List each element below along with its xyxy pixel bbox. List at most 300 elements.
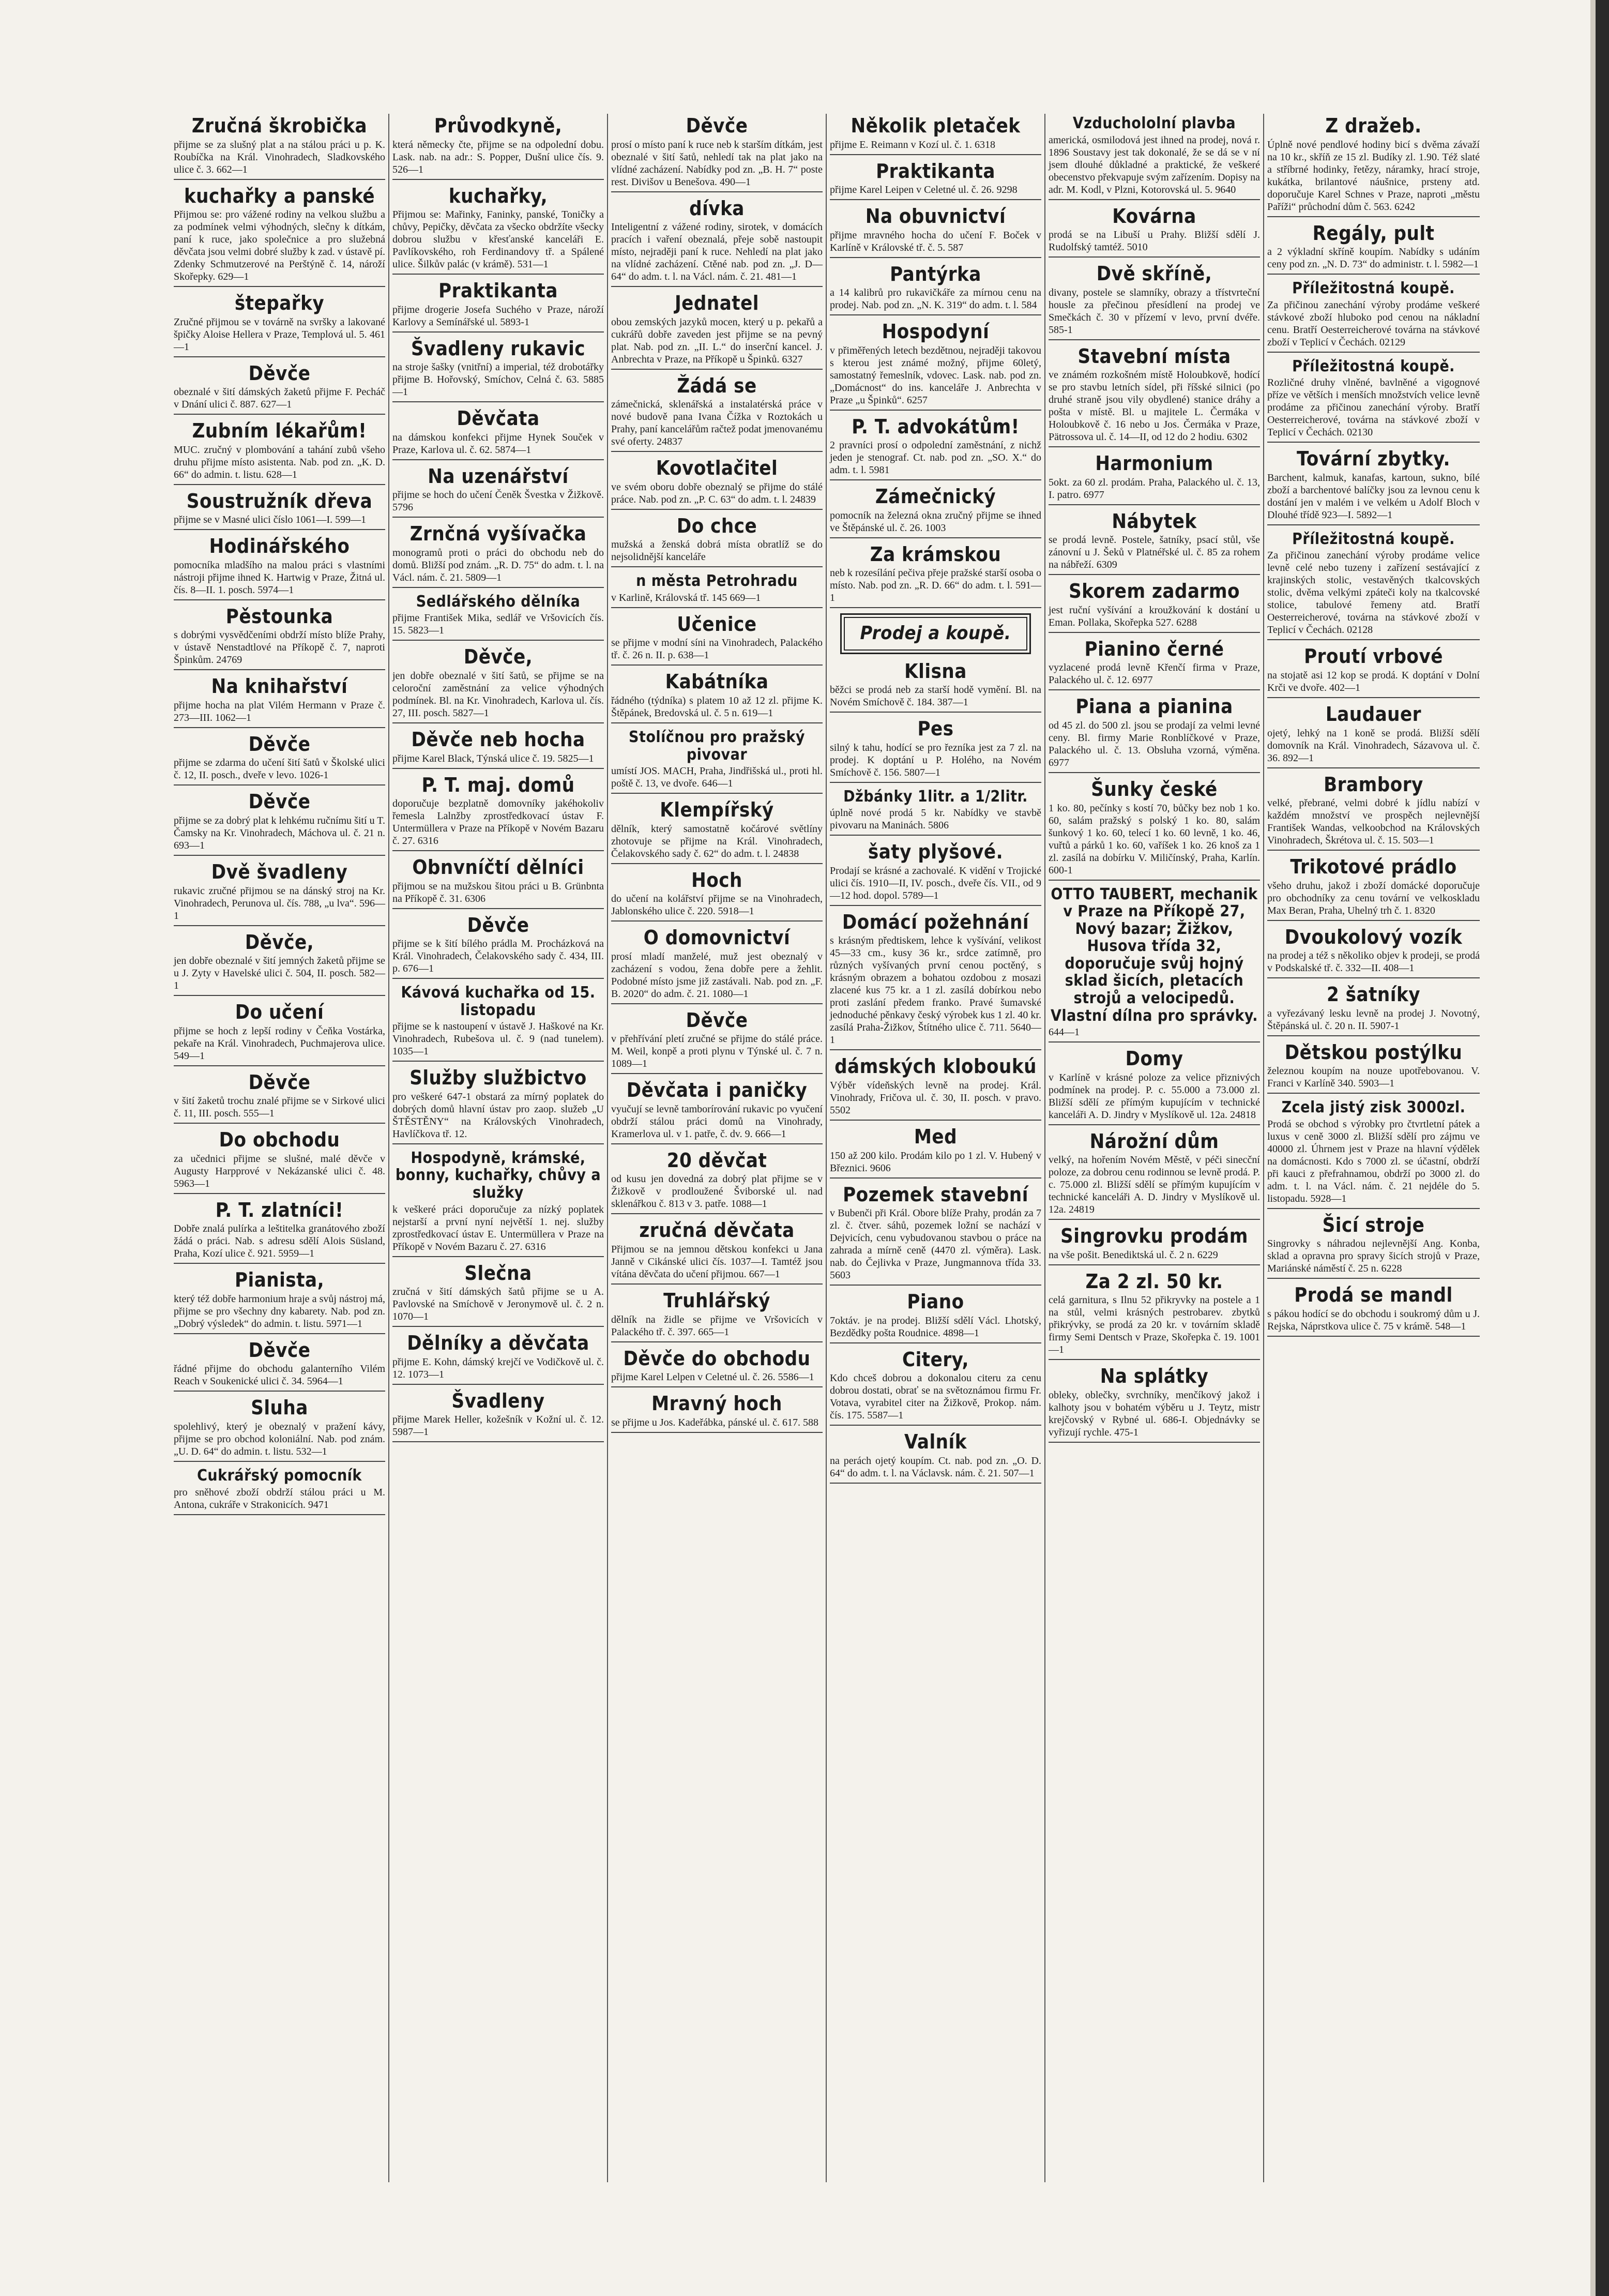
classified-ad	[1049, 263, 1260, 340]
classified-ad	[1267, 703, 1480, 768]
ad-text: přijme František Mika, sedlář ve Vršovicích čís. 15. 5823—1	[392, 612, 604, 637]
ad-heading: Pianino černé	[1084, 637, 1224, 660]
classified-ad	[1267, 531, 1480, 641]
ad-text: přijme Karel Lelpen v Celetné ul. č. 26. 5586—1	[611, 1371, 814, 1383]
classified-ad	[830, 115, 1041, 155]
classified-ad	[830, 660, 1041, 713]
ad-text: s pákou hodící se do obchodu i soukromý dům u J. Rejska, Náprstkova ulice č. 75 v krámě. 548—1	[1267, 1308, 1480, 1332]
ad-text: přijme se hoch z lepší rodiny v Čeňka Vostárka, pekaře na Král. Vinohradech, Puchmajerova ulice. 549—1	[174, 1025, 385, 1062]
ad-text: rukavic zručné přijmou se na dánský stroj na Kr. Vinohradech, Perunova ul. čís. 788, „u lva“. 596—1	[174, 885, 385, 922]
classified-ad	[830, 788, 1041, 836]
ad-text: který též dobře harmonium hraje a svůj nástroj má, přijme se pro všechny dny kabarety. Nab. pod zn. „Dobrý výsledek“ do admin. t. listu. 5971—1	[174, 1293, 385, 1330]
ad-heading: Tovární zbytky.	[1297, 447, 1450, 471]
ad-text: monogramů proti o práci do obchodu neb do domů. Bližší pod znám. „R. D. 75“ do adm. t. l. na Václ. nám. č. 21. 5809—1	[392, 547, 604, 583]
ad-text: pomocník na železná okna zručný přijme se ihned ve Štěpánské ul. č. 26. 1003	[830, 509, 1041, 534]
ad-heading: kuchařky a panské	[184, 184, 375, 207]
ad-heading: Děvče	[686, 114, 748, 137]
ad-text: Úplně nové pendlové hodiny bicí s dvěma závaží na 10 kr., skříň ze 15 zl. Budíky zl. 1.90. Též slaté a stříbrné hodinky, řetězy, náramky, hrací stroje, kukátka, brilantové náušnice, prsteny atd. doporučuje Karel Schnes v Praze, naproti „městu Paříži“ průchodní dům č. 563. 6242	[1267, 139, 1480, 213]
classified-ad	[611, 457, 823, 510]
ad-text: pro veškeré 647-1 obstará za mírný poplatek do dobrých domů hlavní ústav pro zaop. služeb „U ŠTĚSTĚNY“ na Královských Vinohradech, Havlíčkova tř. 12.	[392, 1091, 604, 1140]
classified-ad	[174, 1129, 385, 1194]
ad-heading: kuchařky,	[448, 184, 548, 207]
classified-ad	[1267, 280, 1480, 353]
ad-text: za učednici přijme se slušné, malé děvče v Augusty Harpprové v Nekázanské ulici č. 48. 5963—1	[174, 1153, 385, 1189]
ad-heading: Domy	[1125, 1047, 1183, 1070]
ad-heading: Skorem zadarmo	[1069, 580, 1240, 603]
classified-ad	[1267, 1214, 1480, 1279]
classified-ad	[174, 791, 385, 856]
ad-text: velké, přebrané, velmi dobré k jídlu nabízí v každém množství ve prospěch nejlevnější František Wandas, velkoobchod na Královských Vinohradech, Škrétova ul. č. 15. 503—1	[1267, 797, 1480, 847]
ad-heading: Stolíčnou pro pražský pivovar	[629, 728, 805, 764]
ad-text: dělník, který samostatně kočárové světlíny zhotovuje se přijme na Král. Vinohradech, Čelakovského sady č. 62“ do adm. t. l. 24838	[611, 823, 823, 859]
ad-text: přijme se v Masné ulici číslo 1061—I. 599—1	[174, 514, 367, 526]
ad-text: Dobře znalá pulírka a leštitelka granátového zboží žádá o práci. Nab. s adresu sdělí Alois Süsland, Praha, Kozí ulice č. 921. 5959—1	[174, 1223, 385, 1260]
ad-text: přijme se za dobrý plat k lehkému ručnímu šití u T. Čamsky na Kr. Vinohradech, Máchova ul. č. 21 n. 693—1	[174, 815, 385, 852]
ad-text: která německy čte, přijme se na odpolední dobu. Lask. nab. na adr.: S. Popper, Dušní ulice čís. 9. 526—1	[392, 139, 604, 175]
ad-heading: štepařky	[234, 292, 325, 315]
classified-ad	[1049, 638, 1260, 691]
ad-text: 2 pravníci prosí o odpolední zaměstnání, z nichž jeden je stenograf. Ct. nab. pod zn. „SO. X.“ do adm. t. l. 5981	[830, 440, 1041, 476]
ad-text: na prodej a též s několiko objev k prodeji, se prodá v Podskalské tř. č. 332—II. 408—1	[1267, 950, 1480, 974]
ad-heading: P. T. maj. domů	[421, 773, 575, 796]
ad-text: a vyřezávaný lesku levně na prodej J. Novotný, Štěpánská ul. č. 20 n. II. 5907-1	[1267, 1007, 1480, 1032]
ad-heading: Příležitostná koupě.	[1292, 530, 1455, 548]
classified-ad	[392, 185, 604, 275]
ad-text: úplně nové prodá 5 kr. Nabídky ve stavbě pivovaru na Maninách. 5806	[830, 807, 1041, 832]
classified-ad	[611, 115, 823, 192]
ad-heading: Do chce	[676, 514, 757, 537]
ad-heading: Za 2 zl. 50 kr.	[1085, 1270, 1223, 1293]
ad-text: přijmou se na mužskou šitou práci u B. Grünbnta na Příkopě č. 31. 6306	[392, 880, 604, 904]
classified-ad	[1267, 115, 1480, 217]
ad-text: zručná v šití dámských šatů přijme se u A. Pavlovské na Smíchově v Jeronymově ul. č. 2 n. 1070—1	[392, 1286, 604, 1323]
classified-ad	[830, 1055, 1041, 1121]
ad-text: na vše pošit. Benediktská ul. č. 2 n. 6229	[1049, 1249, 1218, 1261]
ad-heading: Zubním lékařům!	[192, 419, 367, 443]
ad-text: přijme se k nastoupení v ústavě J. Haškové na Kr. Vinohradech, Rubešova ul. č. 9 (nad tunelem). 1035—1	[392, 1021, 604, 1058]
ad-text: v přehřívání pletí zručné se přijme do stálé práce. M. Weil, konpě a proti plynu v Týnské ul. č. 7 n. 1089—1	[611, 1033, 823, 1070]
classified-ad	[611, 799, 823, 864]
ad-heading: Cukrářský pomocník	[197, 1466, 362, 1485]
classified-ad	[1267, 358, 1480, 443]
classified-ad	[830, 321, 1041, 411]
classified-ad	[392, 1332, 604, 1385]
ad-text: v Bubenči při Král. Obore blíže Prahy, prodán za 7 zl. č. čtver. sáhů, pozemek ložní se nachází v Dejvicích, cenu vybudovanou stavbou o práce na zahrada a mírně ceně (4470 zl. výměra). Lask. nab. do Čejlivka v Praze, Jungmannova třída 33. 5603	[830, 1207, 1041, 1281]
ad-heading: Prodá se mandl	[1294, 1283, 1453, 1307]
classified-ad	[392, 115, 604, 180]
column-4	[827, 114, 1045, 2182]
ad-heading: Průvodkyně,	[434, 114, 563, 137]
ad-text: běžci se prodá neb za starší hodě vymění. Bl. na Novém Smíchově č. 184. 387—1	[830, 684, 1041, 708]
classified-ad	[1267, 926, 1480, 979]
classified-ad	[830, 486, 1041, 538]
ad-heading: Prodej a koupě.	[860, 623, 1011, 644]
ad-heading: Pěstounka	[225, 605, 333, 628]
classified-ad	[1049, 115, 1260, 200]
ad-text: přijme se zdarma do učení šití šatů v Školské ulici č. 12, II. posch., dveře v levo. 1026-1	[174, 757, 385, 781]
classified-ad	[1049, 452, 1260, 505]
ad-heading: Slečna	[464, 1261, 532, 1285]
classified-ad	[392, 280, 604, 333]
ad-heading: Švadleny rukavic	[411, 337, 586, 360]
ad-heading: Domácí požehnání	[842, 910, 1029, 933]
classified-ad	[1049, 510, 1260, 576]
ad-text: ve svém oboru dobře obeznalý se přijme do stálé práce. Nab. pod zn. „P. C. 63“ do adm. t. l. 24839	[611, 481, 823, 505]
ad-heading: Džbánky 1litr. a 1/2litr.	[843, 787, 1028, 806]
ad-text: přijme se hoch do učení Čeněk Švestka v Žižkově. 5796	[392, 489, 604, 513]
classified-ad	[174, 490, 385, 531]
classified-ad	[611, 729, 823, 794]
ad-text: přijme drogerie Josefa Suchého v Praze, nároží Karlovy a Semínářské ul. 5893-1	[392, 304, 604, 328]
ad-heading: Kabátníka	[665, 670, 769, 693]
ad-heading: Děvče	[248, 1070, 311, 1094]
ad-text: na stojatě asi 12 kop se prodá. K doptání v Dolní Krči ve dvoře. 402—1	[1267, 669, 1480, 693]
ad-heading: Zručná škrobička	[191, 114, 368, 137]
classified-ad	[611, 1150, 823, 1215]
classified-ad	[830, 160, 1041, 201]
ad-heading: Za krámskou	[870, 542, 1001, 566]
ad-heading: Děvče	[248, 732, 311, 756]
ad-heading: Citery,	[902, 1348, 969, 1371]
ad-heading: 20 děvčat	[666, 1149, 767, 1172]
ad-text: se přijme v modní síni na Vinohradech, Palackého tř. č. 26 n. II. p. 638—1	[611, 637, 823, 661]
ad-heading: Nábytek	[1112, 509, 1197, 533]
classified-ad	[611, 515, 823, 568]
ad-text: v Karlíně v krásné poloze za velice přiznivých podmínek na prodej. P. c. 55.000 a 73.000 zl. Bližší sdělí ze přímým kupujícím v technické kanceláři A. D. Jindry v Myslíkově ul. 12a. 24818	[1049, 1071, 1260, 1121]
classified-ad	[611, 1393, 823, 1433]
classified-ad	[392, 465, 604, 518]
ad-heading: Valník	[904, 1430, 967, 1454]
ad-text: se prodá levně. Postele, šatníky, psací stůl, vše zánovní u J. Šeků v Platnéřské ul. č. 85 za rohem na nábřeží. 6309	[1049, 534, 1260, 571]
ad-heading: Děvče	[248, 1338, 311, 1362]
ad-heading: Med	[914, 1125, 958, 1149]
ad-heading: Stavební místa	[1077, 344, 1231, 368]
ad-heading: Děvče,	[463, 645, 533, 669]
ad-text: a 14 kalibrů pro rukavičkáře za mírnou cenu na prodej. Nab. pod zn. „N. K. 319“ do adm. t. l. 584	[830, 287, 1041, 311]
column-1	[171, 114, 389, 2182]
section-header-box	[840, 613, 1031, 654]
classified-ad	[1049, 345, 1260, 448]
classified-ad	[1267, 1284, 1480, 1337]
ad-heading: Sluha	[251, 1396, 308, 1419]
classified-ad	[174, 535, 385, 600]
ad-heading: Děvčata	[457, 407, 540, 430]
classified-ad	[174, 606, 385, 671]
classified-ad	[174, 115, 385, 180]
ad-heading: Zcela jistý zisk 3000zl.	[1281, 1098, 1466, 1117]
ad-text: Inteligentní z vážené rodiny, sirotek, v domácích pracích i vaření obeznalá, přeje sobě nastoupit místo, nejraději paní k ruce. Nehledí na plat jako na vlídné zacházení. Ctěné nab. pod zn. „J. D—64“ do adm. t. l. na Václ. nám. č. 21. 481—1	[611, 221, 823, 283]
ad-heading: Regály, pult	[1312, 221, 1435, 245]
ad-heading: Děvče,	[245, 930, 314, 954]
ad-heading: Nárožní dům	[1089, 1129, 1219, 1153]
ad-heading: Proutí vrbové	[1304, 645, 1443, 668]
ad-heading: Dělníky a děvčata	[407, 1332, 589, 1355]
ad-text: Prodá se obchod s výrobky pro čtvrtletní pátek a luxus v ceně 3000 zl. Bližší sdělí pro zájmu ve 40000 zl. Úhrnem jest v Praze na hlavní výdělek na domácnosti. Kdo s 7000 zl. se účastní, obdrží při kauci z přefrahnamou, obdrží po 3000 zl. do adm. t. l. na Václ. nám. č. 21 nejdéle do 5. listopadu. 5928—1	[1267, 1118, 1480, 1204]
classified-ad	[392, 1390, 604, 1443]
ad-heading: Šunky české	[1091, 777, 1218, 800]
ad-heading: n města Petrohradu	[636, 572, 798, 591]
ad-text: s dobrými vysvědčeními obdrží místo blíže Prahy, v ústavě Nenstadtlové na Příkopě č. 7, naproti Špinkům. 24769	[174, 629, 385, 666]
ad-heading: Klisna	[904, 659, 967, 683]
classified-ad	[830, 205, 1041, 258]
ad-heading: Z dražeb.	[1325, 114, 1422, 137]
ad-heading: O domovnictví	[643, 926, 791, 949]
ad-heading: Švadleny	[451, 1389, 545, 1412]
classified-ad	[174, 861, 385, 926]
ad-text: prosí mladí manželé, muž jest obeznalý v zacházení s vodou, žena dobře pere a žehlit. Podobné místo jsme již zastávali. Nab. pod zn. „F. B. 2020“ do adm. č. 21. 1080—1	[611, 950, 823, 1000]
ad-text: 150 až 200 kilo. Prodám kilo po 1 zl. V. Hubený v Březnici. 9606	[830, 1150, 1041, 1174]
classified-ad	[1049, 778, 1260, 881]
ad-heading: 2 šatníky	[1326, 983, 1420, 1006]
classified-ad	[174, 1339, 385, 1392]
classified-ad	[174, 1071, 385, 1124]
ad-text: vyzlacené prodá levně Křenčí firma v Praze, Palackého ul. č. 12. 6977	[1049, 662, 1260, 686]
classified-ad	[830, 1349, 1041, 1426]
ad-heading: Několik pletaček	[851, 114, 1021, 137]
classified-ad	[611, 198, 823, 288]
ad-heading: Jednatel	[674, 292, 760, 315]
ad-text: obou zemských jazyků mocen, který u p. pekařů a cukrářů dobře zaveden jest přijme se na pevný plat. Nab. pod zn. „II. L.“ do inserční kancel. J. Anbrechta v Praze, na Příkopě u Špinků. 6327	[611, 316, 823, 365]
ad-text: prodá se na Libuší u Prahy. Bližší sdělí J. Rudolfský tamtéž. 5010	[1049, 229, 1260, 253]
column-6	[1264, 114, 1483, 2182]
ad-heading: Do učení	[235, 1001, 324, 1024]
ad-text: Přijmou se na jemnou dětskou konfekci u Jana Janně v Cikánské ulici čís. 1037—I. Tamtéž jsou vítána děvčata do učení přijmou. 667—1	[611, 1243, 823, 1280]
ad-heading: Sedlářského dělníka	[416, 592, 581, 611]
classified-ad	[611, 671, 823, 723]
ad-text: železnou koupím na nouze upotřebovanou. V. Franci v Karlíně 340. 5903—1	[1267, 1065, 1480, 1090]
classified-ad	[174, 675, 385, 728]
classified-ad	[392, 1150, 604, 1257]
ad-heading: Praktikanta	[438, 279, 558, 303]
ad-heading: Děvče	[248, 790, 311, 813]
ad-text: do učení na kolářství přijme se na Vinohradech, Jablonského ulice č. 220. 5918—1	[611, 893, 823, 917]
classified-ad	[830, 1184, 1041, 1286]
ad-heading: Harmonium	[1095, 452, 1213, 475]
classified-ad	[1267, 1041, 1480, 1094]
ad-text: Kdo chceš dobrou a dokonalou citeru za cenu dobrou dostati, obrať se na světoznámou firmu Fr. Votava, vyrabitel citer na Žižkově, Prokop. nám. čís. 175. 5587—1	[830, 1372, 1041, 1422]
ad-heading: Děvče neb hocha	[411, 728, 585, 751]
ad-heading: Na uzenářství	[428, 464, 569, 488]
ad-heading: Příležitostná koupě.	[1292, 279, 1455, 298]
ad-text: neb k rozesílání pečiva přeje pražské starší osoba o místo. Nab. pod zn. „R. D. 66“ do adm. t. l. 591—1	[830, 567, 1041, 604]
classified-ad	[392, 1262, 604, 1327]
ad-text: v Karlině, Královská tř. 145 669—1	[611, 592, 761, 603]
newspaper-page	[171, 114, 1484, 2182]
ad-heading: Hoch	[691, 868, 742, 892]
column-5	[1045, 114, 1264, 2182]
classified-ad	[830, 841, 1041, 906]
ad-text: na perách ojetý koupím. Ct. nab. pod zn. „O. D. 64“ do adm. t. l. na Václavsk. nám. č. 21. 507—1	[830, 1455, 1041, 1479]
ad-heading: dámských kloboukú	[834, 1055, 1037, 1078]
ad-heading: Laudauer	[1325, 702, 1422, 726]
classified-ad	[1049, 205, 1260, 258]
classified-ad	[392, 729, 604, 769]
ad-heading: Hospodyní	[882, 320, 990, 343]
ad-text: obeznalé v šití dámských žaketů přijme F. Pecháč v Dnání ulici č. 887. 627—1	[174, 386, 385, 411]
classified-ad	[1267, 645, 1480, 698]
classified-ad	[1049, 696, 1260, 773]
ad-text: umístí JOS. MACH, Praha, Jindřišská ul., proti hl. poště č. 13, ve dvoře. 646—1	[611, 765, 823, 790]
classified-ad	[1267, 222, 1480, 275]
ad-heading: zručná děvčata	[639, 1219, 795, 1242]
ad-heading: Děvče	[467, 913, 529, 936]
classified-ad	[830, 1126, 1041, 1179]
ad-text: zámečnická, sklenářská a instalatérská práce v nové budově pana Ivana Čížka v Roztokách u Prahy, paní kancelářům račtež podat jmenovanému své oferty. 24837	[611, 399, 823, 448]
classified-ad	[1049, 1271, 1260, 1361]
classified-ad	[174, 185, 385, 288]
ad-heading: Vzduchololní plavba	[1072, 114, 1236, 132]
ad-text: Barchent, kalmuk, kanafas, kartoun, sukno, bílé zboží a barchentové balíčky jsou za levnou cenu k dostání jen v malém i ve velkém u Adolf Bloch v Dlouhé třídě 923—I. 5892—1	[1267, 472, 1480, 521]
ad-heading: Pes	[917, 717, 954, 741]
classified-ad	[174, 733, 385, 786]
ad-text: přijme mravného hocha do učení F. Boček v Karlíně v Královské tř. č. 5. 587	[830, 229, 1041, 253]
ad-text: a 2 výkladní skříně koupím. Nabídky s udáním ceny pod zn. „N. D. 73“ do administr. t. l. 5982—1	[1267, 246, 1480, 270]
classified-ad	[174, 1467, 385, 1515]
classified-ad	[830, 543, 1041, 609]
ad-text: Přijmou se: Mařinky, Faninky, panské, Toničky a chůvy, Pepičky, děvčata za všecko obdržíte všecky dobrou službu v křesťanské kanceláři E. Pavlíkovského, roh Ferdinandovy tř. a Spálené ulice. Šilkův palác (v krámě). 531—1	[392, 209, 604, 270]
classified-ad	[1049, 1365, 1260, 1443]
classified-ad	[174, 1269, 385, 1334]
classified-ad	[174, 1001, 385, 1066]
ad-text: 7oktáv. je na prodej. Bližší sdělí Václ. Lhotský, Bezdědky pošta Roudnice. 4898—1	[830, 1315, 1041, 1339]
classified-ad	[611, 1290, 823, 1342]
page-edge	[1596, 0, 1609, 2296]
ad-heading: Pozemek stavební	[843, 1183, 1028, 1206]
ad-heading: Kovotlačitel	[656, 457, 778, 480]
classified-ad	[611, 927, 823, 1004]
ad-text: divany, postele se slamníky, obrazy a třístvrteční housle za přečinou přesídlení na prodej ve Smečkách č. 30 v přízemí v levo, první dvéře. 585-1	[1049, 286, 1260, 336]
ad-text: vyučují se levně tamborírování rukavic po vyučení obdrží stálou práci domů na Vinohrady, Kramerlova ul. v 1. patře, č. dv. 9. 666—1	[611, 1103, 823, 1140]
ad-heading: Služby službictvo	[409, 1066, 587, 1090]
ad-heading: Děvče	[248, 361, 311, 385]
ad-text: ve známém rozkošném místě Holoubkově, hodící se pro stavbu letních sídel, při říšské silnici (po druhé straně jsou vily obydlené) stanice dráhy a pošta v místě. Bl. u majitele L. Čermáka v Holoubkově č. 16 nebo u Jos. Čermáka v Praze, Pätrossova ul. č. 14—II, od 12 do 2 hodiu. 6302	[1049, 369, 1260, 443]
classified-ad	[830, 718, 1041, 783]
ad-heading: Truhlářský	[663, 1289, 770, 1312]
ad-text: na dámskou konfekci přijme Hynek Souček v Praze, Karlova ul. č. 62. 5874—1	[392, 431, 604, 456]
ad-text: Za přičinou zanechání výroby prodáme velice levně celé nebo tuzeny i zařízení sestávající z krajinských stolic, vestavěných tkalcovských stolic, dvěma velkými zpáteči koly na tkalcovské stolice, tabulové řemeny atd. Bratří Oesterreicherové, továrna na stávkové zboží v Teplicí v Čechách. 02128	[1267, 550, 1480, 636]
ad-text: obleky, oblečky, svrchníky, menčíkový jakož i kalhoty jsou v bohatém výběru u J. Teytz, mistr krejčovský v Rybné ul. 686-I. Objednávky se vyřizují rychle. 475-1	[1049, 1389, 1260, 1438]
ad-heading: Děvče do obchodu	[623, 1347, 811, 1370]
ad-text: přijme Marek Heller, kožešník v Kožní ul. č. 12. 5987—1	[392, 1414, 604, 1438]
classified-ad	[392, 774, 604, 852]
ad-heading: šaty plyšové.	[868, 840, 1004, 864]
ad-heading: Kovárna	[1112, 204, 1196, 228]
classified-ad	[392, 1067, 604, 1144]
classified-ad	[392, 523, 604, 588]
ad-text: Výběr vídeňských levně na prodej. Král. Vinohrady, Fričova ul. č. 30, II. posch. v pravo. 5502	[830, 1080, 1041, 1116]
classified-ad	[830, 911, 1041, 1051]
ad-heading: Singrovku prodám	[1060, 1225, 1248, 1248]
classified-ad	[611, 1009, 823, 1075]
classified-ad	[611, 375, 823, 452]
ad-text: jen dobře obeznalé v šití jemných žaketů přijme se u J. Zyty v Havelské ulici č. 504, II. posch. 582—1	[174, 955, 385, 992]
ad-heading: OTTO TAUBERT, mechanik v Praze na Příkopě 27, Nový bazar; Žižkov, Husova třída 32, doporučuje svůj hojný sklad šicích, pletacích strojů a velocipedů. Vlastní dílna pro správky.	[1051, 885, 1258, 1025]
classified-ad	[392, 593, 604, 641]
classified-ad	[392, 914, 604, 979]
ad-heading: Klempířský	[660, 798, 774, 822]
ad-heading: Zámečnický	[875, 485, 996, 508]
ad-heading: Hospodyně, krámské, bonny, kuchařky, chůvy a služky	[395, 1149, 601, 1202]
ad-text: ojetý, lehký na 1 koně se prodá. Bližší sdělí domovník na Král. Vinohradech, Sázavova ul. č. 36. 892—1	[1267, 727, 1480, 764]
ad-text: přijme se k šití bílého prádla M. Procházková na Král. Vinohradech, Čelakovského sady č. 434, III. p. 676—1	[392, 938, 604, 975]
ad-text: k veškeré práci doporučuje za nízký poplatek nejstarší a první nyní největší 1. nej. služby zprostředkovací ústav E. Untermüllera v Praze na Příkopě v Novém Bazaru č. 27. 6316	[392, 1203, 604, 1252]
ad-heading: Děvče	[686, 1008, 748, 1032]
classified-ad	[174, 362, 385, 415]
ad-heading: Pianista,	[234, 1268, 325, 1292]
page-edge-shadow	[1590, 0, 1596, 2296]
classified-ad	[174, 931, 385, 996]
ad-text: americká, osmilodová jest ihned na prodej, nová r. 1896 Soustavy jest tak dokonalé, že se dá se v ní jsem dlouhé důkladné a praktické, že veškeré obecenstvo překvapuje svým zařízením. Dopisy na adr. M. Kodl, v Plzni, Kotorovská ul. 5. 9640	[1049, 134, 1260, 195]
ad-text: s krásným předtiskem, lehce k vyšívání, velikost 45—33 cm., kusy 36 kr., srdce zatímně, pro různých vyšívaných první cenou poctěný, s krásným obrazem a bohatou ozdobou z mosazi zlacené kus 75 kr. a 1 zl. zasílá dobírkou nebo proti zaslání předem franko. Pravé šumavské jednoduché pěnkavy český výrobek kus 1 zl. 40 kr. zasílá Praha-Žižkov, Štítného ulice č. 711. 5640—1	[830, 935, 1041, 1046]
classified-ad	[830, 1291, 1041, 1343]
ad-text: v šití žaketů trochu znalé přijme se v Sirkové ulici č. 11, III. posch. 555—1	[174, 1095, 385, 1120]
classified-ad	[1049, 886, 1260, 1043]
ad-text: pro sněhové zboží obdrží stálou práci u M. Antona, cukráře v Strakonicích. 9471	[174, 1486, 385, 1510]
ad-text: pomocníka mladšího na malou práci s vlastními nástroji přijme ihned K. Hartwig v Praze, Žitná ul. čís. 8—II. 1. posch. 5974—1	[174, 559, 385, 596]
ad-text: mužská a ženská dobrá místa obratlíž se do nejsolidnější kanceláře	[611, 539, 823, 563]
classified-ad	[1049, 1048, 1260, 1125]
ad-heading: P. T. zlatníci!	[215, 1198, 344, 1221]
ad-heading: Zrnčná vyšívačka	[409, 522, 587, 546]
ad-heading: Praktikanta	[876, 159, 995, 183]
ad-text: přijme E. Reimann v Kozí ul. č. 1. 6318	[830, 139, 995, 150]
ad-text: velký, na hořením Novém Městě, v péči sinecční poloze, za dobrou cenu rodinnou se levně prodá. P. c. 75.000 zl. Bližší sdělí se přímým kupujícím v technické kanceláři A. D. Jindry v Myslíkově ul. 12a. 24819	[1049, 1154, 1260, 1216]
ad-text: v přiměřených letech bezdětnou, nejraději takovou s kterou jest známé možný, přijme 60letý, samostatný řemeslník, vdovec. Lask. nab. pod zn. „Domácnost“ do ins. kanceláře J. Anbrechta v Praze „u Špinků“. 6257	[830, 344, 1041, 406]
ad-text: doporučuje bezplatně domovníky jakéhokoliv řemesla Lalnžby zprostředkovací ústav F. Untermüllera v Praze na Příkopě v Novém Bazaru č. 27. 6316	[392, 798, 604, 847]
ad-heading: dívka	[689, 197, 745, 220]
classified-ad	[830, 416, 1041, 481]
ad-text: jest ruční vyšívání a kroužkování k dostání u Eman. Pollaka, Skořepka 527. 6288	[1049, 604, 1260, 628]
ad-text: přijme hocha na plat Vilém Hermann v Praze č. 273—III. 1062—1	[174, 699, 385, 723]
ad-heading: Brambory	[1324, 773, 1423, 796]
classified-ad	[174, 1199, 385, 1264]
classified-ad	[1267, 448, 1480, 525]
ad-columns	[171, 114, 1484, 2182]
ad-text: 5okt. za 60 zl. prodám. Praha, Palackého ul. č. 13, I. patro. 6977	[1049, 476, 1260, 501]
ad-text: přijme E. Kohn, dámský krejčí ve Vodičkově ul. č. 12. 1073—1	[392, 1356, 604, 1380]
classified-ad	[1267, 1099, 1480, 1209]
ad-heading: Piana a pianina	[1075, 695, 1233, 718]
ad-text: 1 ko. 80, pečínky s kostí 70, bůčky bez nob 1 ko. 60, salám pražský s polský 1 ko. 80, salám šunkový 1 ko. 60, telecí 1 ko. 60 levně, 1 ko. 46, vuřtů a párků 1 ko. 60, vaříšek 1 ko. 26 knoš za 1 zl. zasílá na dobírku V. Miličínský, Praha, Karlín. 600-1	[1049, 802, 1260, 876]
classified-ad	[174, 1397, 385, 1462]
classified-ad	[611, 613, 823, 666]
ad-text: Za přičinou zanechání výroby prodáme veškeré stávkové zboží hluboko pod cenou na nákladní cenu. Bratří Oesterreicherové továrna na stávkové zboží v Teplicí v Čechách. 02129	[1267, 299, 1480, 348]
ad-text: celá garnitura, s Ilnu 52 přikryvky na postele a 1 na stůl, velmi krásných pestrobarev. zbytků přikrývky, se prodá za 20 kr. v továrním skladě firmy Semi Dentsch v Praze, Skořepka č. 19. 1001—1	[1049, 1294, 1260, 1356]
classified-ad	[611, 869, 823, 922]
ad-heading: Kávová kuchařka od 15. listopadu	[401, 984, 596, 1019]
classified-ad	[392, 407, 604, 460]
classified-ad	[392, 856, 604, 909]
ad-heading: P. T. advokátům!	[852, 415, 1020, 438]
ad-heading: Žádá se	[677, 374, 757, 397]
ad-text: spolehlivý, který je obeznalý v pražení kávy, přijme se pro obchod koloniální. Nab. pod znám. „U. D. 64“ do admin. t. listu. 532—1	[174, 1421, 385, 1457]
ad-heading: Dvoukolový vozík	[1284, 925, 1463, 948]
ad-text: řádného (týdníka) s platem 10 až 12 zl. přijme K. Štěpánek, Bredovská ul. č. 5 n. 619—1	[611, 694, 823, 719]
ad-heading: Na knihařství	[211, 675, 348, 698]
ad-heading: Do obchodu	[219, 1128, 340, 1152]
classified-ad	[1049, 1130, 1260, 1220]
ad-text: od 45 zl. do 500 zl. jsou se prodají za velmi levné ceny. Bl. firmy Marie Ronblíčkové v Praze, Palackého ul. č. 13. Obsluha vzorná, výměna. 6977	[1049, 719, 1260, 768]
ad-heading: Dětskou postýlku	[1284, 1040, 1463, 1064]
classified-ad	[611, 1079, 823, 1144]
classified-ad	[1267, 774, 1480, 851]
ad-heading: Piano	[907, 1290, 964, 1313]
classified-ad	[1049, 580, 1260, 633]
ad-text: všeho druhu, jakož i zboží domácké doporučuje pro obchodníky za cenu tovární ve velkoskladu Max Beran, Praha, Uhelný trh č. 1. 8320	[1267, 880, 1480, 916]
column-3	[608, 114, 827, 2182]
ad-heading: Hodinářského	[209, 535, 350, 558]
ad-heading: Na obuvnictví	[865, 205, 1006, 228]
